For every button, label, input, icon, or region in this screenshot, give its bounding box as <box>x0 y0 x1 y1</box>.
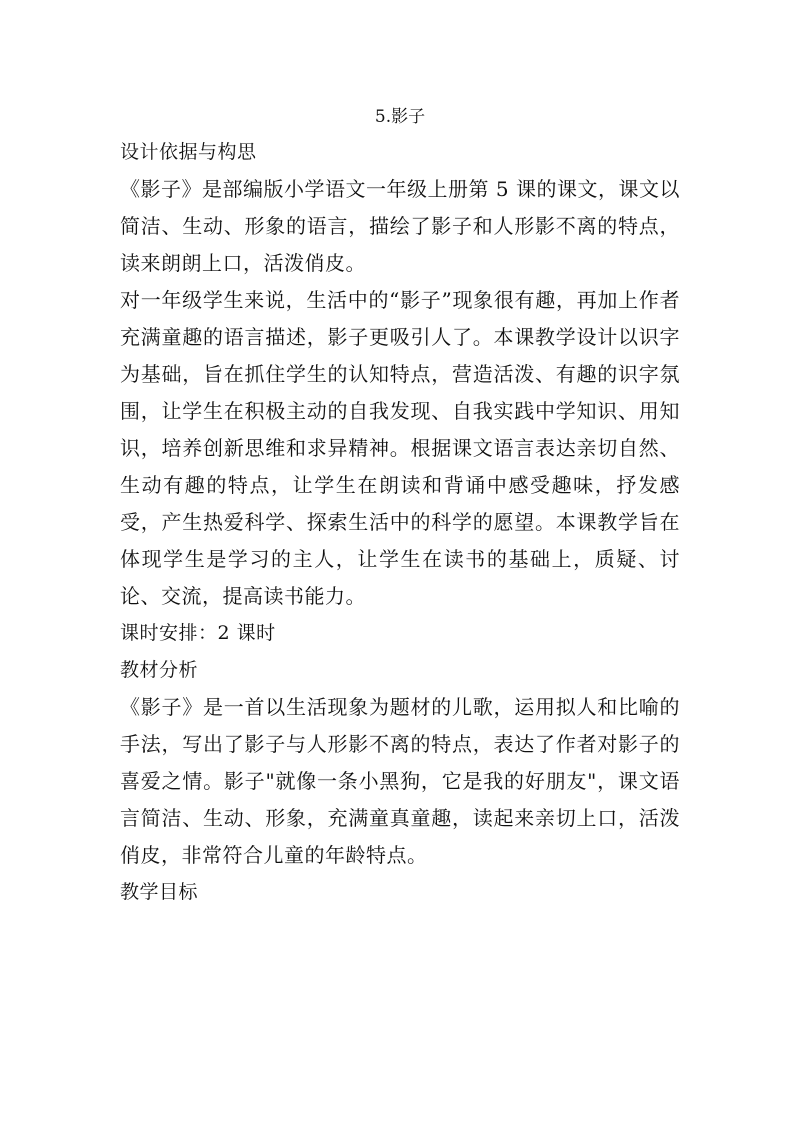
section-heading-teaching-goals: 教学目标 <box>120 881 199 903</box>
section-heading-material-analysis: 教材分析 <box>120 659 199 681</box>
paragraph-material-analysis: 《影子》是一首以生活现象为题材的儿歌，运用拟人和比喻的手法，写出了影子与人形影不离的特点，表达了作者对影子的喜爱之情。影子"就像一条小黑狗，它是我的好朋友"，课文语言简洁、生动、形象，充满童真童趣，读起来亲切上口，活泼俏皮，非常符合儿童的年龄特点。 <box>120 695 680 867</box>
paragraph-design-rationale: 对一年级学生来说，生活中的“影子”现象很有趣，再加上作者充满童趣的语言描述，影子更吸引人了。本课教学设计以识字为基础，旨在抓住学生的认知特点，营造活泼、有趣的识字氛围，让学生在积极主动的自我发现、自我实践中学知识、用知识，培养创新思维和求异精神。根据课文语言表达亲切自然、生动有趣的特点，让学生在朗读和背诵中感受趣味，抒发感受，产生热爱科学、探索生活中的科学的愿望。本课教学旨在体现学生是学习的主人，让学生在读书的基础上，质疑、讨论、交流，提高读书能力。 <box>120 288 680 608</box>
paragraph-lesson-intro: 《影子》是部编版小学语文一年级上册第 5 课的课文，课文以简洁、生动、形象的语言，描绘了影子和人形影不离的特点，读来朗朗上口，活泼俏皮。 <box>120 177 680 275</box>
section-heading-design-basis: 设计依据与构思 <box>120 141 257 163</box>
section-heading-schedule: 课时安排：2 课时 <box>120 622 276 644</box>
page-title: 5.影子 <box>374 107 426 127</box>
document-body <box>120 100 680 911</box>
